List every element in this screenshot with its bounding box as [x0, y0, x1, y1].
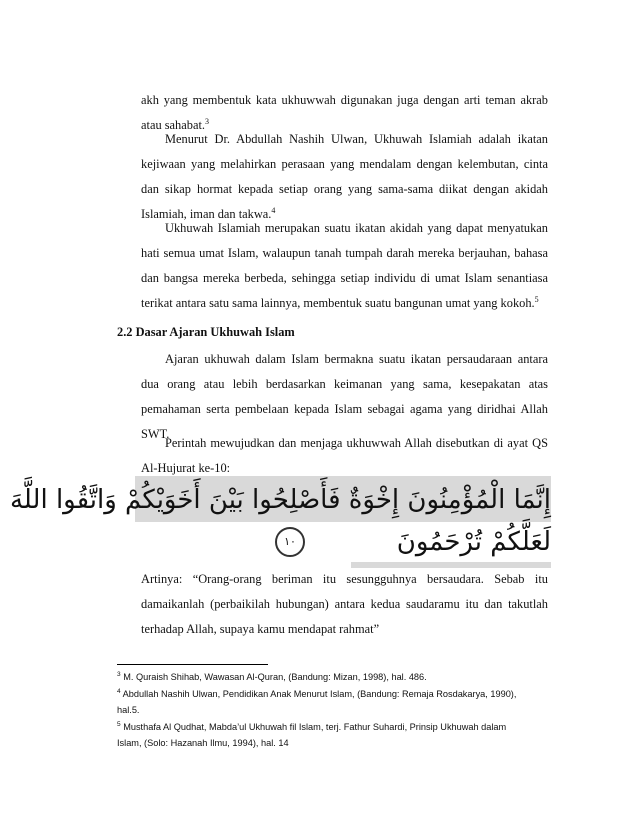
text-line: dua orang atau lebih berdasarkan keimanan yang sama, kesepakatan atas — [141, 377, 548, 391]
footnote-text: Abdullah Nashih Ulwan, Pendidikan Anak Menurut Islam, (Bandung: Remaja Rosdakarya, 1990), — [122, 689, 517, 699]
text-line: Ajaran ukhuwah dalam Islam bermakna suatu ikatan persaudaraan antara — [165, 352, 548, 366]
text-line: dan bangsa mereka berbeda, sehingga setiap individu di umat Islam senantiasa — [141, 271, 548, 285]
ayah-number-marker: ١٠ — [275, 527, 305, 557]
verse-image-gap — [135, 522, 351, 568]
text-line — [141, 291, 548, 316]
text-line: hati semua umat Islam, walaupun tanah tumpah darah mereka berjauhan, bahasa — [141, 246, 548, 260]
footnote-text: Musthafa Al Qudhat, Mabda’ul Ukhuwah fil Islam, terj. Fathur Suhardi, Prinsip Ukhuwah dalam — [123, 722, 507, 732]
text-line: Perintah mewujudkan dan menjaga ukhuwwah Allah disebutkan di ayat QS — [165, 436, 548, 450]
paragraph-6 — [141, 567, 548, 642]
text-span: terikat antara satu sama lainnya, membentuk suatu bangunan umat yang kokoh. — [141, 296, 535, 310]
footnote-divider — [117, 664, 268, 665]
footnote-ref: 5 — [534, 294, 539, 304]
text-line: Artinya: “Orang-orang beriman itu sesungguhnya bersaudara. Sebab itu — [141, 572, 548, 586]
text-line: damaikanlah (perbaikilah hubungan) antara kedua saudaramu itu dan takutlah — [141, 597, 548, 611]
footnote-5 — [117, 719, 537, 751]
paragraph-5 — [141, 431, 548, 481]
text-line: pemahaman serta pembelaan kepada Islam sebagai agama yang diridhai Allah — [141, 402, 548, 416]
text-span: Islamiah, iman dan takwa. — [141, 207, 272, 221]
footnote-text-cont: Islam, (Solo: Hazanah Ilmu, 1994), hal. 14 — [117, 738, 289, 748]
footnote-4 — [117, 686, 537, 718]
footnote-ref: 4 — [271, 205, 276, 215]
text-line: akh yang membentuk kata ukhuwwah digunakan juga dengan arti teman akrab — [141, 93, 548, 107]
text-span: atau sahabat. — [141, 118, 205, 132]
quran-verse-image — [9, 476, 551, 568]
footnote-3 — [117, 669, 537, 685]
text-line: Ukhuwah Islamiah merupakan suatu ikatan akidah yang dapat menyatukan — [165, 221, 548, 235]
paragraph-3 — [141, 216, 548, 316]
text-line: SWT. — [141, 427, 170, 441]
text-line: dan sikap hormat kepada setiap orang yang sama-sama diikat dengan akidah — [141, 182, 548, 196]
text-line: Menurut Dr. Abdullah Nashih Ulwan, Ukhuwah Islamiah adalah ikatan — [165, 132, 548, 146]
footnote-text-cont: hal.5. — [117, 705, 140, 715]
arabic-verse-line-1: إِنَّمَا الْمُؤْمِنُونَ إِخْوَةٌ فَأَصْلِحُوا بَيْنَ أَخَوَيْكُمْ وَاتَّقُوا اللَّهَ — [9, 485, 551, 515]
text-line: Al-Hujurat ke-10: — [141, 461, 231, 475]
footnote-text: M. Quraish Shihab, Wawasan Al-Quran, (Bandung: Mizan, 1998), hal. 486. — [123, 672, 427, 682]
arabic-verse-line-2: لَعَلَّكُمْ تُرْحَمُونَ — [351, 522, 551, 562]
text-line: kejiwaan yang melahirkan perasaan yang mendalam dengan kelembutan, cinta — [141, 157, 548, 171]
footnote-number: 4 — [117, 687, 121, 695]
footnote-number: 3 — [117, 670, 121, 678]
footnote-ref: 3 — [205, 116, 209, 126]
text-line: terhadap Allah, supaya kamu mendapat rahmat” — [141, 622, 380, 636]
footnote-number: 5 — [117, 720, 121, 728]
paragraph-2 — [141, 127, 548, 227]
section-heading: 2.2 Dasar Ajaran Ukhuwah Islam — [117, 325, 295, 339]
